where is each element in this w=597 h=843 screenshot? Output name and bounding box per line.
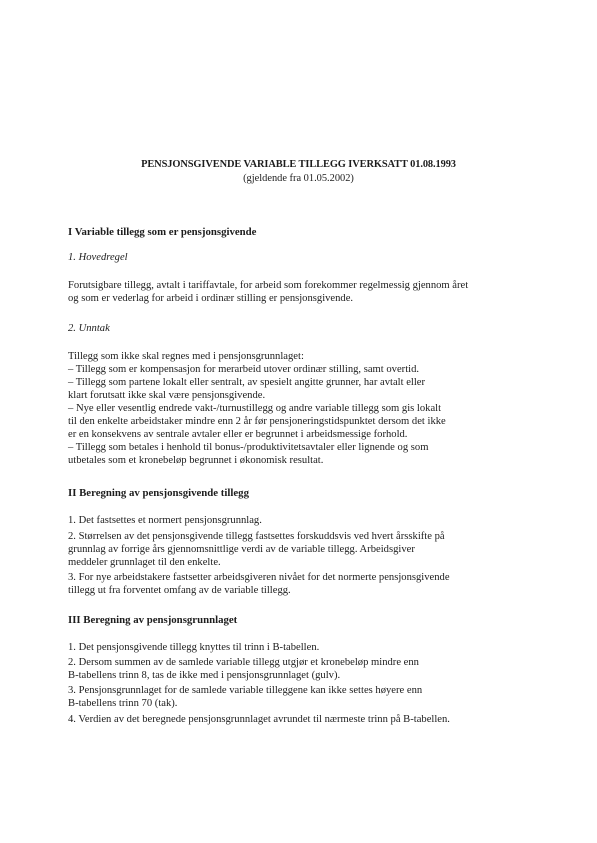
document-subtitle: (gjeldende fra 01.05.2002) [243, 173, 354, 184]
exception-list-line: er en konsekvens av sentrale avtaler eller er begrunnet i arbeidsmessige forhold. [68, 429, 408, 440]
exception-list-line: – Tillegg som betales i henhold til bonus-/produktivitetsavtaler eller lignende og som [68, 442, 429, 453]
section-1-subheading-hovedregel: 1. Hovedregel [68, 252, 128, 263]
section-3-list-line: 3. Pensjonsgrunnlaget for de samlede variable tilleggene kan ikke settes høyere enn [68, 685, 423, 696]
section-1-paragraph-line: Forutsigbare tillegg, avtalt i tariffavtale, for arbeid som forekommer regelmessig gjennom året [68, 280, 469, 291]
section-2-list-line: 1. Det fastsettes et normert pensjonsgrunnlag. [68, 515, 262, 526]
exception-list-line: klart forutsatt ikke skal være pensjonsgivende. [68, 390, 266, 401]
section-3-list-line: 1. Det pensjonsgivende tillegg knyttes til trinn i B-tabellen. [68, 642, 320, 653]
exception-list-line: utbetales som et kronebeløp begrunnet i økonomisk resultat. [68, 455, 324, 466]
document-title: PENSJONSGIVENDE VARIABLE TILLEGG IVERKSATT 01.08.1993 [141, 159, 456, 170]
section-3-heading: III Beregning av pensjonsgrunnlaget [68, 614, 238, 626]
section-2-list-line: grunnlag av forrige års gjennomsnittlige verdi av de variable tillegg. Arbeidsgiver [68, 544, 415, 555]
section-1-intro: Tillegg som ikke skal regnes med i pensjonsgrunnlaget: [68, 351, 304, 362]
section-3-list-line: B-tabellens trinn 8, tas de ikke med i pensjonsgrunnlaget (gulv). [68, 670, 341, 681]
section-1-paragraph-line: og som er vederlag for arbeid i ordinær stilling er pensjonsgivende. [68, 293, 354, 304]
section-1-subheading-unntak: 2. Unntak [68, 323, 110, 334]
section-2-list-line: tillegg ut fra forventet omfang av de variable tillegg. [68, 585, 291, 596]
section-2-list-line: meddeler grunnlaget til den enkelte. [68, 557, 221, 568]
exception-list-line: til den enkelte arbeidstaker mindre enn 2 år før pensjoneringstidspunktet dersom det ikke [68, 416, 446, 427]
section-3-list-line: 4. Verdien av det beregnede pensjonsgrunnlaget avrundet til nærmeste trinn på B-tabellen. [68, 714, 450, 725]
exception-list-line: – Nye eller vesentlig endrede vakt-/turnustillegg og andre variable tillegg som gis lokalt [68, 403, 442, 414]
section-3-list-line: B-tabellens trinn 70 (tak). [68, 698, 178, 709]
section-2-list-line: 3. For nye arbeidstakere fastsetter arbeidsgiveren nivået for det normerte pensjonsgivende [68, 572, 450, 583]
section-2-heading: II Beregning av pensjonsgivende tillegg [68, 487, 249, 499]
exception-list-line: – Tillegg som partene lokalt eller sentralt, av spesielt angitte grunner, har avtalt eller [68, 377, 426, 388]
exception-list-line: – Tillegg som er kompensasjon for merarbeid utover ordinær stilling, samt overtid. [68, 364, 420, 375]
section-2-list-line: 2. Størrelsen av det pensjonsgivende tillegg fastsettes forskuddsvis ved hvert årsskifte på [68, 531, 445, 542]
section-1-heading: I Variable tillegg som er pensjonsgivende [68, 226, 257, 238]
section-3-list-line: 2. Dersom summen av de samlede variable tillegg utgjør et kronebeløp mindre enn [68, 657, 419, 668]
